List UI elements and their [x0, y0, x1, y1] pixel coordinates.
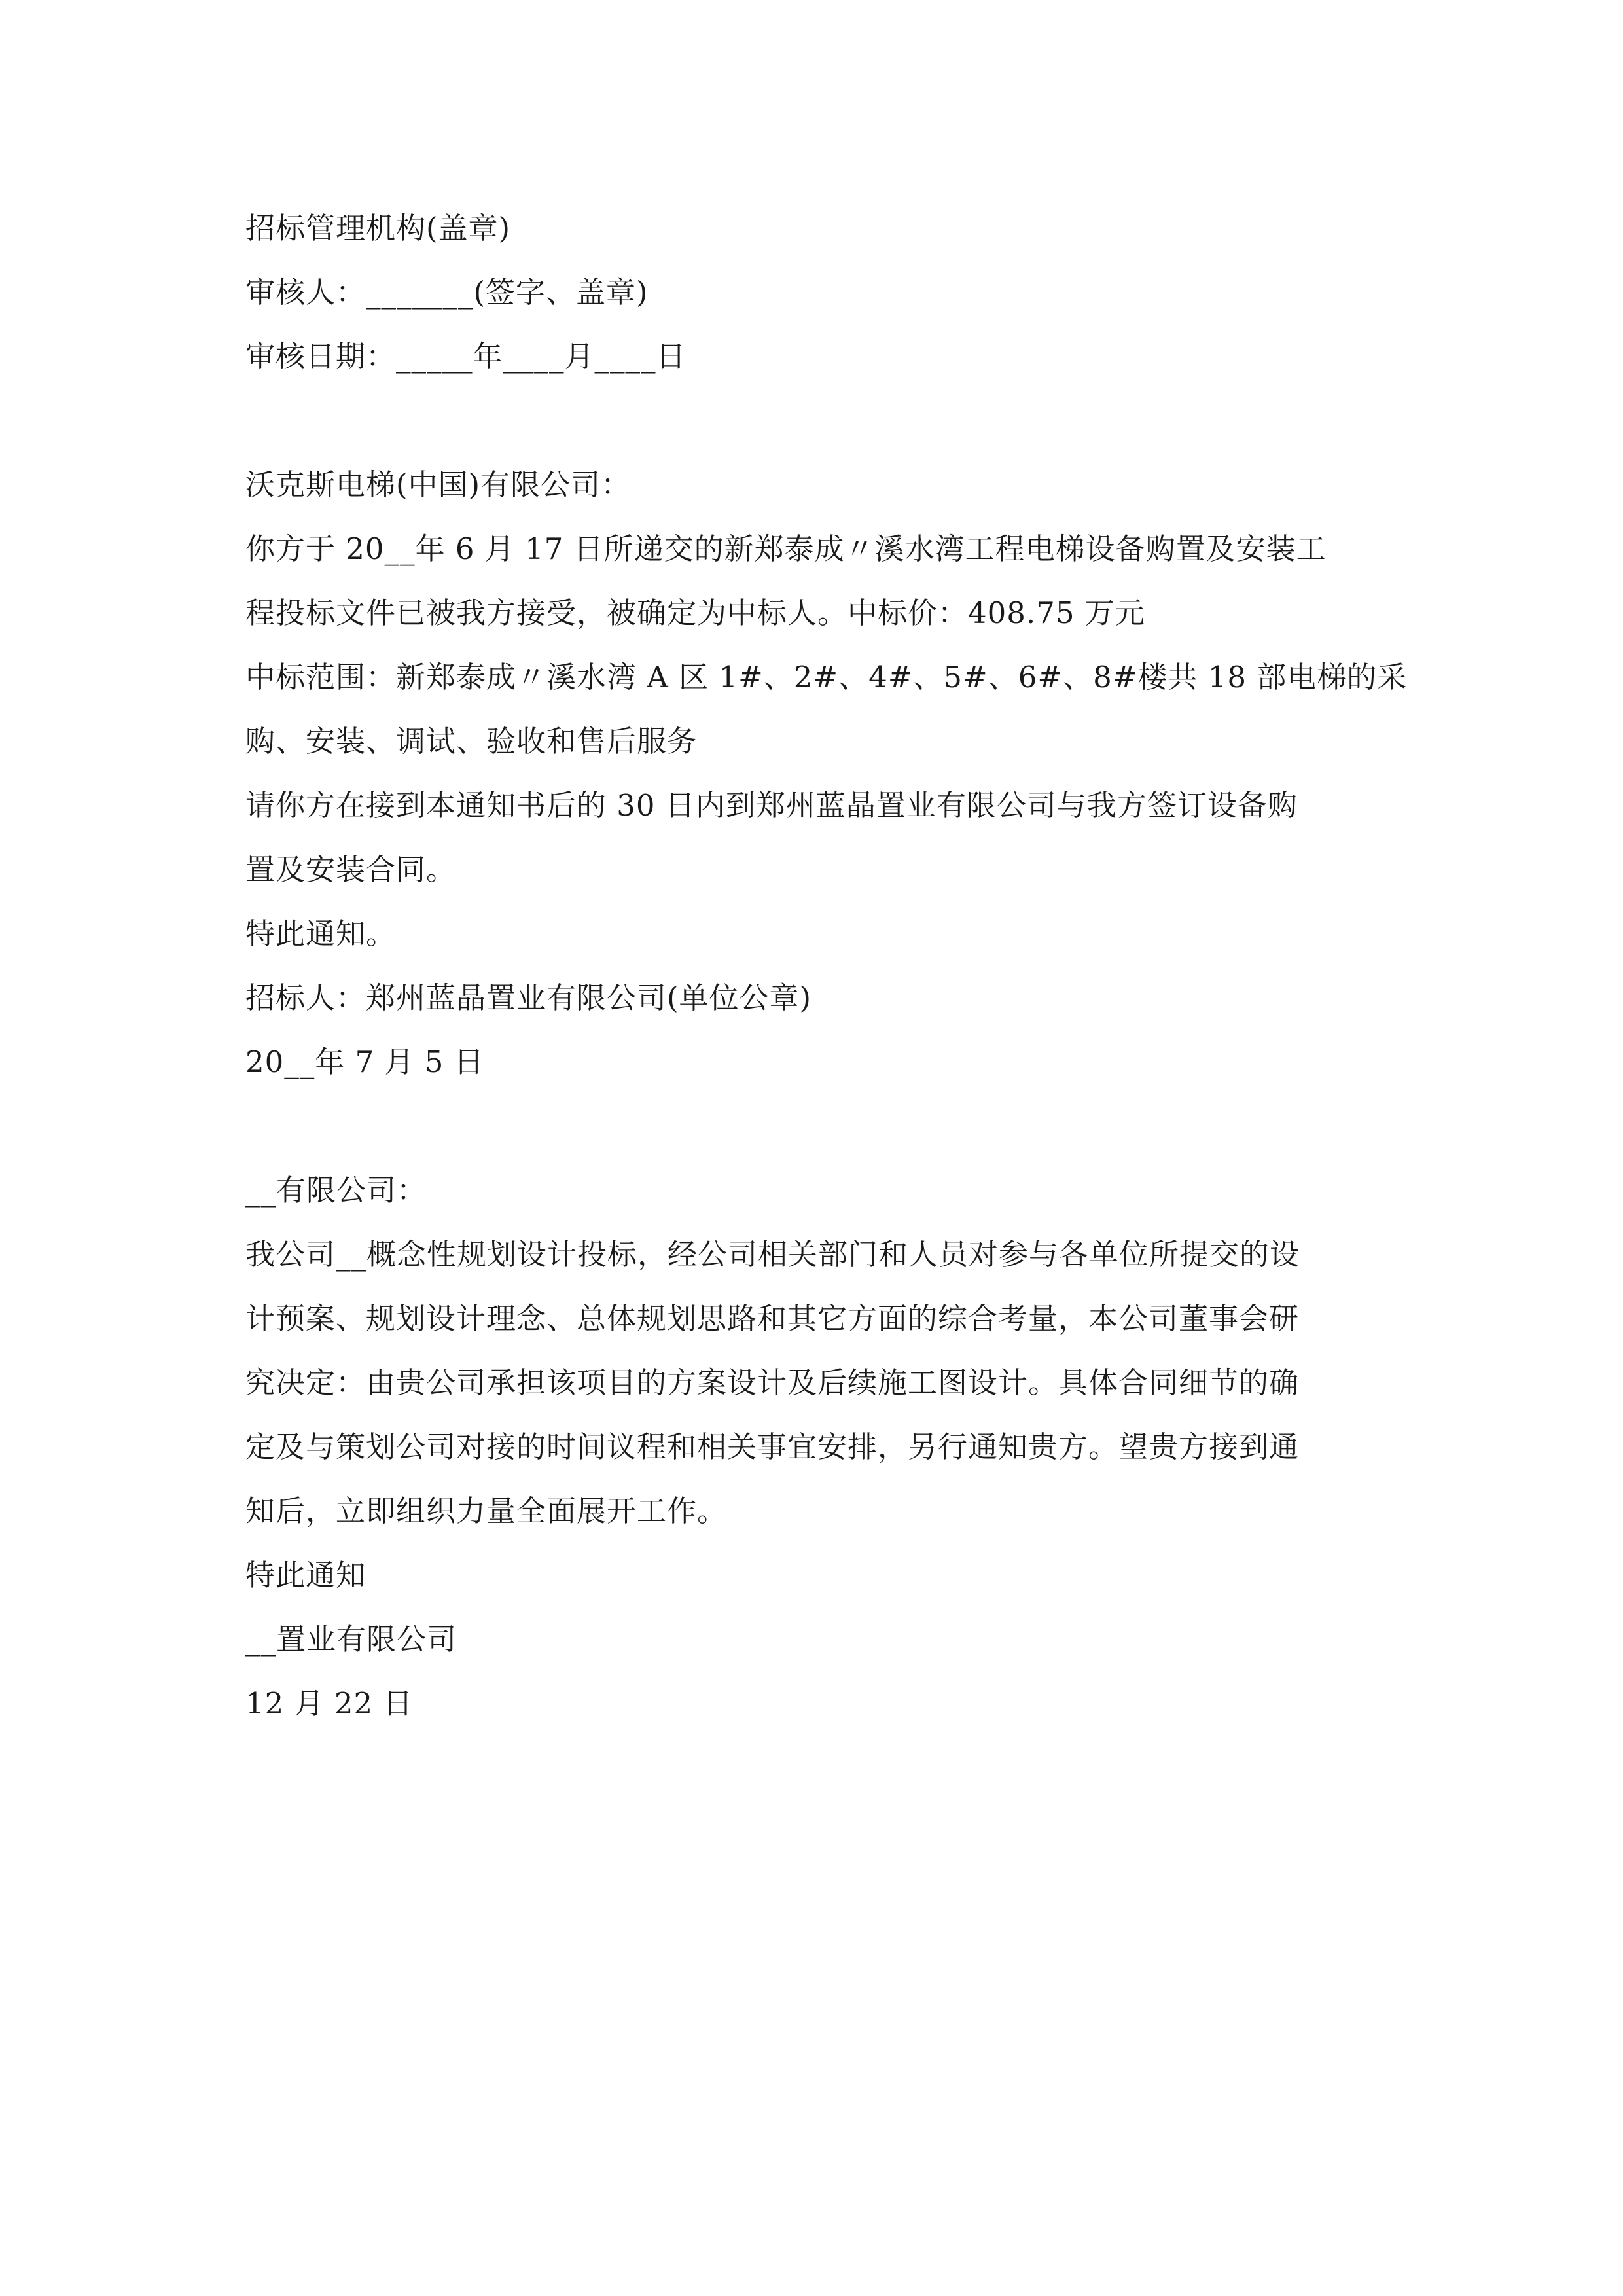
addressee-line: __有限公司：: [245, 1173, 427, 1208]
body-line: 计预案、规划设计理念、总体规划思路和其它方面的综合考量，本公司董事会研: [245, 1301, 1300, 1336]
review-date-line: 审核日期：_____年____月____日: [245, 339, 687, 374]
closing-line: 特此通知。: [245, 916, 397, 951]
body-line: 购、安装、调试、验收和售后服务: [245, 724, 698, 759]
document-body: [245, 196, 1408, 1736]
bid-award-notice: [245, 453, 1408, 1094]
review-block: [245, 196, 1384, 389]
body-line: 置及安装合同。: [245, 852, 457, 887]
addressee-line: 沃克斯电梯(中国)有限公司：: [245, 467, 632, 502]
body-line: 我公司__概念性规划设计投标，经公司相关部门和人员对参与各单位所提交的设: [245, 1237, 1300, 1272]
section-gap: [245, 389, 1384, 453]
body-line: 程投标文件已被我方接受，被确定为中标人。中标价：408.75 万元: [245, 596, 1145, 630]
signature-line: 招标人：郑州蓝晶置业有限公司(单位公章): [245, 980, 812, 1015]
design-award-notice: [245, 1158, 1384, 1736]
closing-line: 特此通知: [245, 1558, 366, 1592]
body-line: 请你方在接到本通知书后的 30 日内到郑州蓝晶置业有限公司与我方签订设备购: [245, 788, 1298, 823]
body-line: 知后，立即组织力量全面展开工作。: [245, 1494, 728, 1528]
review-agency-line: 招标管理机构(盖章): [245, 211, 511, 245]
body-line: 定及与策划公司对接的时间议程和相关事宜安排，另行通知贵方。望贵方接到通: [245, 1429, 1300, 1464]
date-line: 20__年 7 月 5 日: [245, 1045, 484, 1079]
body-line: 你方于 20__年 6 月 17 日所递交的新郑泰成〃溪水湾工程电梯设备购置及安装工: [245, 531, 1327, 566]
body-line: 中标范围：新郑泰成〃溪水湾 A 区 1#、2#、4#、5#、6#、8#楼共 18 部电梯的采: [245, 660, 1408, 694]
signature-line: __置业有限公司: [245, 1622, 457, 1657]
body-line: 究决定：由贵公司承担该项目的方案设计及后续施工图设计。具体合同细节的确: [245, 1365, 1300, 1400]
date-line: 12 月 22 日: [245, 1686, 414, 1721]
reviewer-line: 审核人：_______(签字、盖章): [245, 275, 649, 310]
section-gap: [245, 1094, 1384, 1158]
